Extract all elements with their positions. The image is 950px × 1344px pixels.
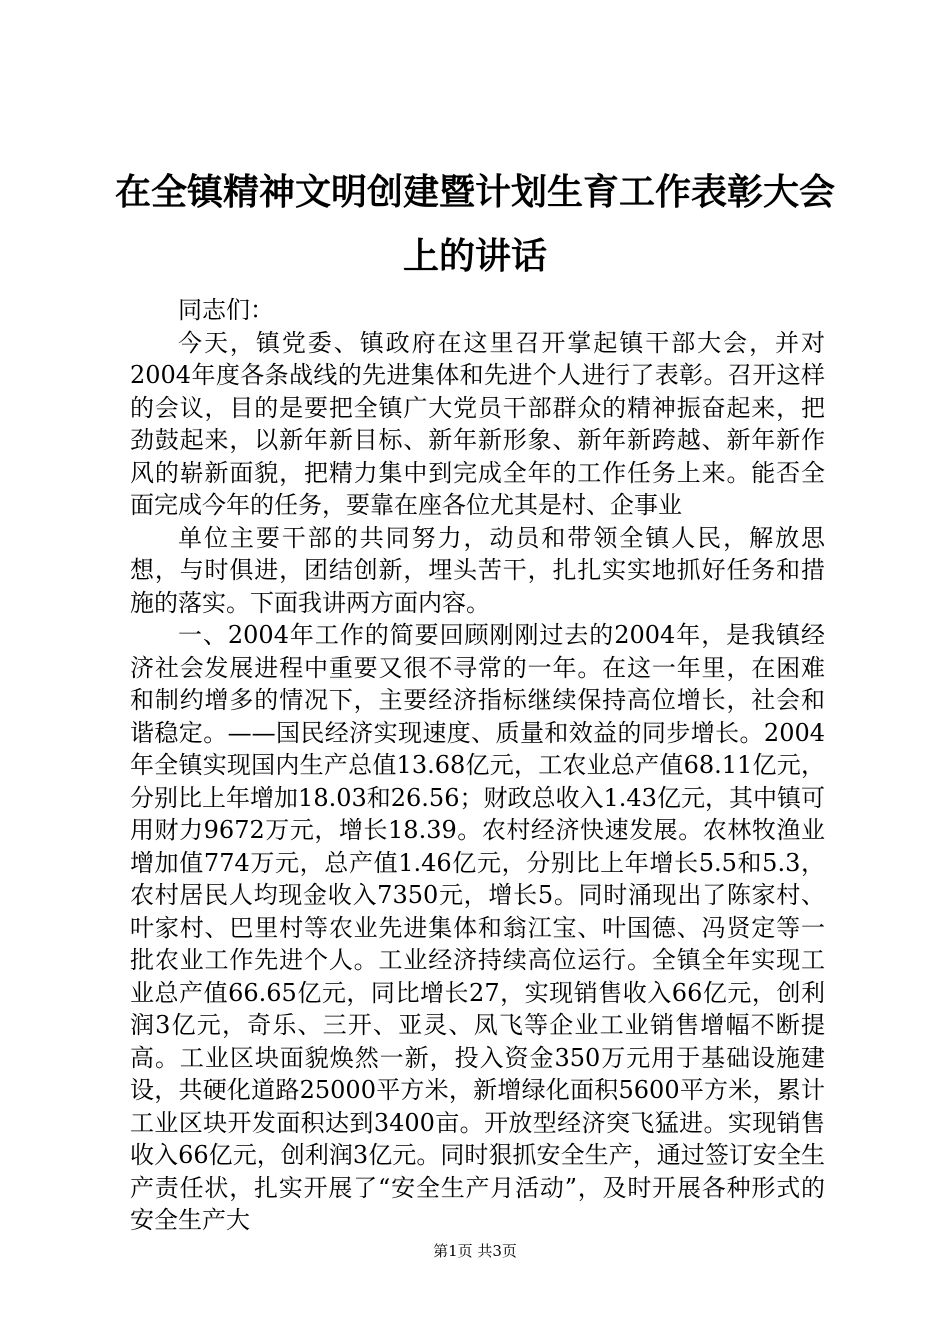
document-title: 在全镇精神文明创建暨计划生育工作表彰大会上的讲话 — [114, 171, 835, 277]
document-body — [130, 294, 825, 1237]
salutation-paragraph: 同志们： — [178, 296, 274, 324]
body-paragraph: 一、2004年工作的简要回顾刚刚过去的2004年，是我镇经济社会发展进程中重要又很不寻常的一年。在这一年里，在困难和制约增多的情况下，主要经济指标继续保持高位增长，社会和谐稳定。——国民经济实现速度、质量和效益的同步增长。2004年全镇实现国内生产总值13.68亿元，工农业总产值68.11亿元，分别比上年增加18.03和26.56；财政总收入1.43亿元，其中镇可用财力9672万元，增长18.39。农村经济快速发展。农林牧渔业增加值774万元，总产值1.46亿元，分别比上年增长5.5和5.3，农村居民人均现金收入7350元，增长5。同时涌现出了陈家村、叶家村、巴里村等农业先进集体和翁江宝、叶国德、冯贤定等一批农业工作先进个人。工业经济持续高位运行。全镇全年实现工业总产值66.65亿元，同比增长27，实现销售收入66亿元，创利润3亿元，奇乐、三开、亚灵、凤飞等企业工业销售增幅不断提高。工业区块面貌焕然一新，投入资金350万元用于基础设施建设，共硬化道路25000平方米，新增绿化面积5600平方米，累计工业区块开发面积达到3400亩。开放型经济突飞猛进。实现销售收入66亿元，创利润3亿元。同时狠抓安全生产，通过签订安全生产责任状，扎实开展了“安全生产月活动”，及时开展各种形式的安全生产大 — [130, 621, 825, 1234]
page-number-footer: 第1页 共3页 — [433, 1242, 517, 1260]
body-paragraph: 单位主要干部的共同努力，动员和带领全镇人民，解放思想，与时俱进，团结创新，埋头苦干，扎扎实实地抓好任务和措施的落实。下面我讲两方面内容。 — [130, 523, 825, 617]
body-paragraph: 今天，镇党委、镇政府在这里召开掌起镇干部大会，并对2004年度各条战线的先进集体和先进个人进行了表彰。召开这样的会议，目的是要把全镇广大党员干部群众的精神振奋起来，把劲鼓起来，以新年新目标、新年新形象、新年新跨越、新年新作风的崭新面貌，把精力集中到完成全年的工作任务上来。能否全面完成今年的任务，要靠在座各位尤其是村、企事业 — [130, 328, 825, 519]
